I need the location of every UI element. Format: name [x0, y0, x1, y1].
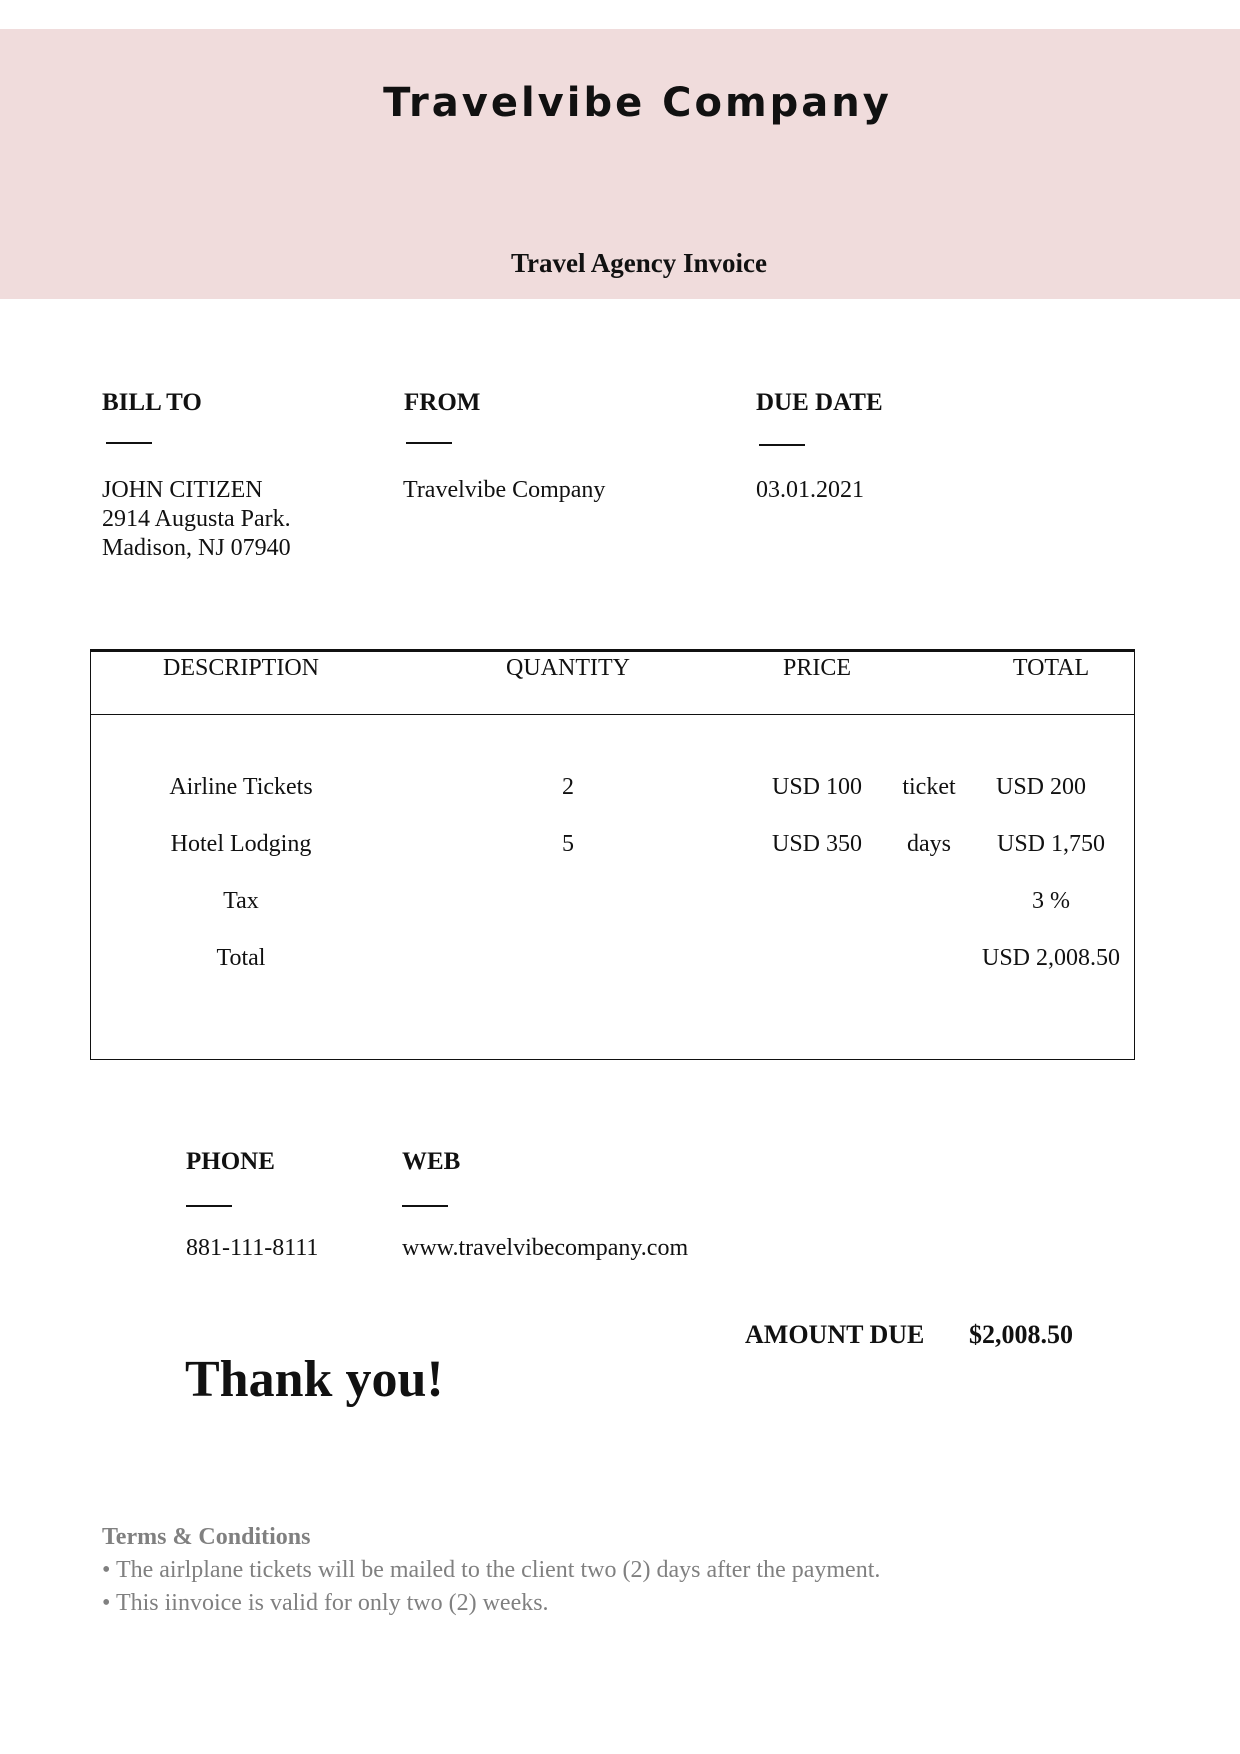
- web-label: WEB: [402, 1148, 461, 1175]
- table-header-divider: [90, 714, 1135, 715]
- bill-to-block: [102, 476, 291, 563]
- amount-due-value: $2,008.50: [969, 1320, 1073, 1349]
- row-2-unit: days: [907, 831, 951, 857]
- from-divider: [406, 442, 452, 444]
- row-2-quantity: 5: [562, 831, 574, 857]
- due-date-value: 03.01.2021: [756, 477, 864, 503]
- terms-line-1: • The airlplane tickets will be mailed to the client two (2) days after the payment.: [102, 1557, 881, 1583]
- row-4-total: USD 2,008.50: [981, 945, 1120, 971]
- from-name: Travelvibe Company: [403, 477, 606, 503]
- row-2-description: Hotel Lodging: [170, 831, 312, 857]
- column-header-price: PRICE: [782, 655, 851, 681]
- terms-line-2: • This iinvoice is valid for only two (2) weeks.: [102, 1590, 549, 1616]
- bill-to-name: JOHN CITIZEN: [102, 477, 263, 503]
- row-2-price: USD 350: [771, 831, 862, 857]
- row-1-total: USD 200: [995, 774, 1086, 800]
- web-link[interactable]: www.travelvibecompany.com: [402, 1235, 689, 1261]
- phone-label: PHONE: [186, 1148, 275, 1175]
- bill-to-label: BILL TO: [102, 389, 202, 416]
- company-title: Travelvibe Company: [383, 80, 892, 126]
- thank-you-message: Thank you!: [185, 1351, 444, 1408]
- phone-value: 881-111-8111: [186, 1235, 319, 1261]
- row-2-total: USD 1,750: [996, 831, 1105, 857]
- row-4-description: Total: [216, 945, 266, 971]
- row-1-unit: ticket: [902, 774, 956, 800]
- web-divider: [402, 1205, 448, 1207]
- bill-to-divider: [106, 442, 152, 444]
- due-date-label: DUE DATE: [756, 389, 883, 416]
- from-label: FROM: [404, 389, 481, 416]
- row-3-description: Tax: [223, 888, 259, 914]
- row-1-price: USD 100: [771, 774, 862, 800]
- row-3-total: 3 %: [1032, 888, 1070, 914]
- bill-to-address-line1: 2914 Augusta Park.: [102, 506, 291, 532]
- amount-due-label: AMOUNT DUE: [745, 1320, 925, 1349]
- row-1-description: Airline Tickets: [169, 774, 313, 800]
- terms-title: Terms & Conditions: [102, 1524, 311, 1550]
- column-header-quantity: QUANTITY: [506, 655, 630, 681]
- invoice-subtitle: Travel Agency Invoice: [511, 248, 767, 278]
- row-1-quantity: 2: [562, 774, 574, 800]
- due-date-divider: [759, 444, 805, 446]
- column-header-description: DESCRIPTION: [162, 655, 319, 681]
- phone-divider: [186, 1205, 232, 1207]
- column-header-total: TOTAL: [1012, 655, 1090, 681]
- bill-to-address-line2: Madison, NJ 07940: [102, 535, 291, 561]
